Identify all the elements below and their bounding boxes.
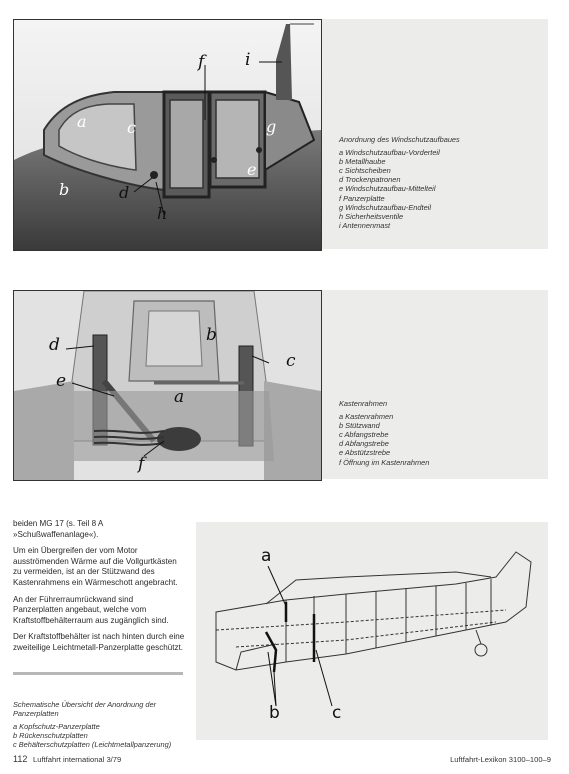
caption-item: c Behälterschutzplatten (Leichtmetallpanzerung): [13, 740, 172, 750]
fig2-label-b: b: [206, 325, 217, 345]
fig1-label-c: c: [127, 118, 136, 137]
body-paragraph: beiden MG 17 (s. Teil 8 A »Schußwaffenanlage«).: [13, 519, 103, 539]
fig2-label-c: c: [286, 351, 296, 371]
caption-item: b Stützwand: [339, 421, 380, 431]
fig2-label-e: e: [56, 371, 67, 391]
canopy-caption-title: Anordnung des Windschutzaufbaues: [339, 135, 460, 144]
fig1-label-e: e: [247, 160, 257, 179]
caption-item: i Antennenmast: [339, 220, 391, 230]
fig2-label-f: f: [138, 454, 145, 474]
body-paragraph: Der Kraftstoffbehälter ist nach hinten durch eine zweiteilige Leichtmetall-Panzerplatte geschützt.: [13, 632, 185, 652]
fig2-label-a: a: [174, 387, 185, 407]
caption-item: f Panzerplatte: [339, 193, 385, 203]
caption-item: c Abfangstrebe: [339, 430, 389, 440]
caption-item: b Rückenschutzplatten: [13, 731, 88, 741]
lexicon-reference: Luftfahrt-Lexikon 3100–100–9: [450, 755, 551, 764]
armor-caption-title: Schematische Übersicht der Anordnung der Panzerplatten: [13, 700, 157, 719]
page-footer: [13, 754, 551, 768]
fig1-label-h: h: [157, 204, 168, 223]
caption-item: g Windschutzaufbau-Endteil: [339, 202, 431, 212]
armor-caption: [13, 700, 193, 749]
fig2-label-d: d: [49, 335, 60, 355]
armor-schematic: [196, 522, 548, 740]
fig1-label-a: a: [77, 112, 87, 131]
caption-item: a Kopfschutz-Panzerplatte: [13, 722, 100, 732]
caption-item: a Windschutzaufbau-Vorderteil: [339, 148, 440, 158]
fig3-label-c: c: [332, 703, 342, 723]
caption-item: h Sicherheitsventile: [339, 211, 404, 221]
box-frame-caption-panel: [322, 290, 548, 479]
box-frame-caption-title: Kastenrahmen: [339, 399, 388, 408]
canopy-photo: [13, 19, 322, 251]
fig1-label-d: d: [119, 183, 130, 202]
box-frame-photo: [13, 290, 322, 481]
fig3-label-b: b: [269, 703, 280, 723]
body-paragraph: An der Führerraumrückwand sind Panzerplatten angebaut, welche vom Kraftstoffbehälterraum aus zugänglich sind.: [13, 594, 169, 625]
caption-item: e Abstützstrebe: [339, 448, 391, 458]
caption-item: e Windschutzaufbau-Mittelteil: [339, 184, 436, 194]
fuselage-diagram: [196, 522, 548, 740]
caption-item: d Trockenpatronen: [339, 175, 401, 185]
caption-item: b Metallhaube: [339, 157, 386, 167]
caption-item: a Kastenrahmen: [339, 412, 394, 422]
body-paragraph: Um ein Übergreifen der vom Motor ausströmenden Wärme auf die Vollgurtkästen zu vermeiden, ist an der Stützwand des Kastenrahmens ein Wärmeschott angebracht.: [13, 546, 178, 587]
publication-name: Luftfahrt international 3/79: [33, 755, 122, 764]
fig1-label-f: f: [198, 52, 205, 72]
canopy-caption: [339, 135, 544, 230]
caption-divider: [13, 672, 183, 675]
box-frame-caption: [339, 399, 544, 467]
page-number: 112: [13, 754, 28, 764]
fig1-label-i: i: [245, 50, 251, 70]
caption-item: d Abfangstrebe: [339, 439, 389, 449]
fig3-label-a: a: [261, 546, 272, 566]
fig1-label-b: b: [59, 180, 70, 199]
caption-item: c Sichtscheiben: [339, 166, 391, 176]
canopy-caption-panel: [322, 19, 548, 249]
caption-item: f Öffnung im Kastenrahmen: [339, 457, 430, 467]
fig1-label-g: g: [266, 117, 277, 136]
body-text: [13, 519, 185, 660]
